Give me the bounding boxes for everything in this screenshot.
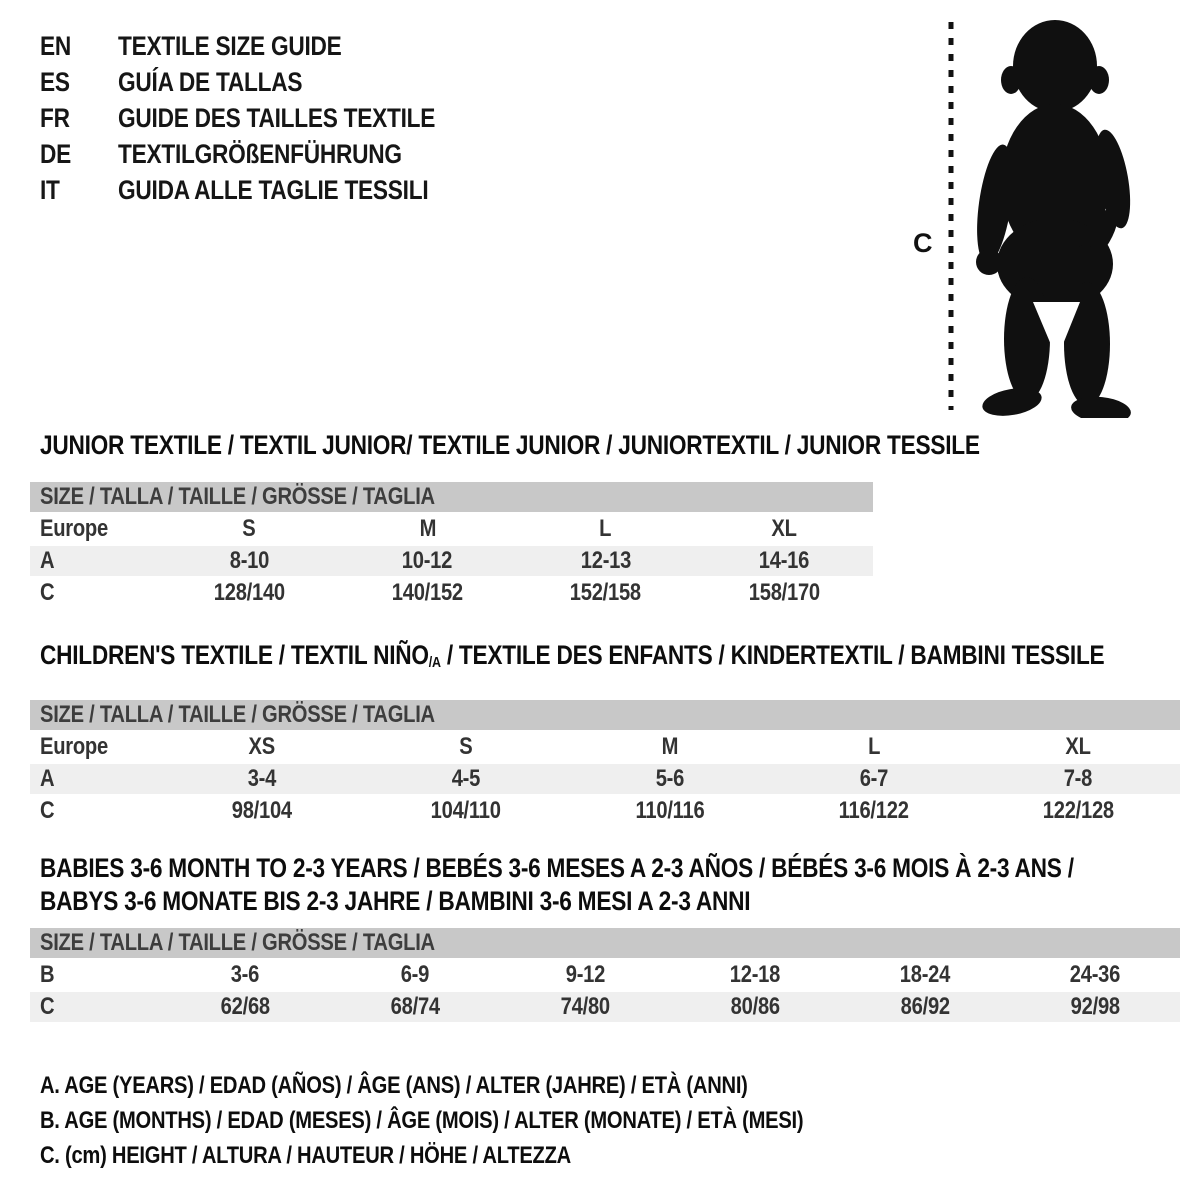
language-code: ES (40, 67, 70, 97)
language-code: IT (40, 175, 60, 205)
table-cell: 152/158 (570, 579, 642, 606)
table-cell: 68/74 (390, 993, 440, 1020)
table-cell: XL (771, 515, 797, 542)
language-row (40, 64, 496, 100)
table-cell: 104/110 (430, 796, 502, 824)
section-heading: CHILDREN'S TEXTILE / TEXTIL $NIÑO_{/A}$ / TEXTILE DES ENFANTS / KINDERTEXTIL / BAMBINI TESSILE (40, 640, 1105, 671)
size-header-bar: SIZE / TALLA / TAILLE / GRÖSSE / TAGLIA (30, 928, 1180, 958)
legend-line-c: C. (cm) HEIGHT / ALTURA / HAUTEUR / HÖHE / ALTEZZA (40, 1142, 571, 1169)
row-label: Europe (40, 732, 108, 760)
table-cell: L (867, 732, 881, 760)
table-row (30, 578, 873, 608)
table-cell: 86/92 (900, 993, 950, 1020)
language-code: EN (40, 31, 72, 61)
section-heading: JUNIOR TEXTILE / TEXTIL JUNIOR/ TEXTILE JUNIOR / JUNIORTEXTIL / JUNIOR TESSILE (40, 430, 980, 460)
table-cell: S (459, 732, 473, 760)
table-cell: 14-16 (758, 547, 810, 574)
language-row (40, 136, 496, 172)
table-cell: 80/86 (730, 993, 780, 1020)
section-babies-textile (30, 852, 1180, 1022)
table-cell: M (661, 732, 679, 760)
size-header-bar: SIZE / TALLA / TAILLE / GRÖSSE / TAGLIA (30, 700, 1180, 730)
guide-title: GUIDA ALLE TAGLIE TESSILI (118, 175, 429, 205)
table-cell: 116/122 (838, 796, 910, 824)
legend-line-a: A. AGE (YEARS) / EDAD (AÑOS) / ÂGE (ANS) / ALTER (JAHRE) / ETÀ (ANNI) (40, 1072, 748, 1099)
table-cell: 5-6 (655, 764, 685, 792)
guide-title: GUIDE DES TAILLES TEXTILE (118, 103, 436, 133)
size-header-bar: SIZE / TALLA / TAILLE / GRÖSSE / TAGLIA (30, 482, 873, 512)
table-cell: 62/68 (220, 993, 270, 1020)
table-cell: 7-8 (1063, 764, 1093, 792)
table-cell: 4-5 (451, 764, 481, 792)
language-code: FR (40, 103, 70, 133)
row-label: C (40, 579, 55, 606)
table-cell: 6-9 (400, 961, 430, 988)
table-row (30, 796, 1180, 826)
table-cell: 10-12 (402, 547, 453, 574)
row-label: C (40, 796, 55, 824)
table-row (30, 764, 1180, 794)
table-cell: 9-12 (565, 961, 605, 988)
table-cell: 12-13 (580, 547, 631, 574)
table-cell: 6-7 (859, 764, 889, 792)
guide-title: TEXTILE SIZE GUIDE (118, 31, 342, 61)
row-label: A (40, 547, 55, 574)
row-label: B (40, 961, 55, 988)
table-cell: 158/170 (748, 579, 820, 606)
height-measure-figure (895, 8, 1195, 418)
legend-line-b: B. AGE (MONTHS) / EDAD (MESES) / ÂGE (MOIS) / ALTER (MONATE) / ETÀ (MESI) (40, 1107, 804, 1134)
table-cell: 3-6 (230, 961, 260, 988)
table-cell: M (419, 515, 436, 542)
table-cell: 92/98 (1070, 993, 1120, 1020)
table-cell: 3-4 (247, 764, 277, 792)
guide-title: TEXTILGRÖßENFÜHRUNG (118, 139, 402, 169)
table-cell: 98/104 (231, 796, 293, 824)
language-code: DE (40, 139, 72, 169)
table-row (30, 732, 1180, 762)
language-title-list (40, 28, 496, 208)
section-junior-textile (30, 430, 980, 608)
row-label: C (40, 993, 55, 1020)
row-label: A (40, 764, 55, 792)
table-cell: L (599, 515, 612, 542)
language-row (40, 172, 496, 208)
language-row (40, 100, 496, 136)
table-row (30, 514, 873, 544)
table-cell: 122/128 (1042, 796, 1114, 824)
table-cell: 110/116 (635, 796, 705, 824)
table-cell: 128/140 (213, 579, 285, 606)
table-cell: S (242, 515, 256, 542)
measure-label-c: C (913, 228, 933, 258)
heading-subscript: /A (428, 654, 441, 671)
language-row (40, 28, 496, 64)
section-heading: BABIES 3-6 MONTH TO 2-3 YEARS / BEBÉS 3-6 MESES A 2-3 AÑOS / BÉBÉS 3-6 MOIS À 2-3 ANS / BABYS 3-6 MONATE BIS 2-3 JAHRE / BAMBINI 3-6 MESI A 2-3 ANNI (40, 853, 1074, 916)
toddler-silhouette-shape (971, 20, 1137, 418)
measurement-legend (40, 1068, 949, 1173)
row-label: Europe (40, 515, 108, 542)
baby-silhouette-icon (895, 8, 1195, 418)
section-childrens-textile (30, 642, 1180, 826)
table-cell: XS (248, 732, 276, 760)
table-cell: 8-10 (229, 547, 269, 574)
table-cell: 24-36 (1069, 961, 1121, 988)
table-cell: 140/152 (391, 579, 463, 606)
table-cell: XL (1065, 732, 1091, 760)
table-row (30, 992, 1180, 1022)
guide-title: GUÍA DE TALLAS (118, 67, 303, 97)
table-cell: 18-24 (899, 961, 951, 988)
table-row (30, 546, 873, 576)
table-row (30, 960, 1180, 990)
table-cell: 74/80 (560, 993, 610, 1020)
table-cell: 12-18 (729, 961, 781, 988)
